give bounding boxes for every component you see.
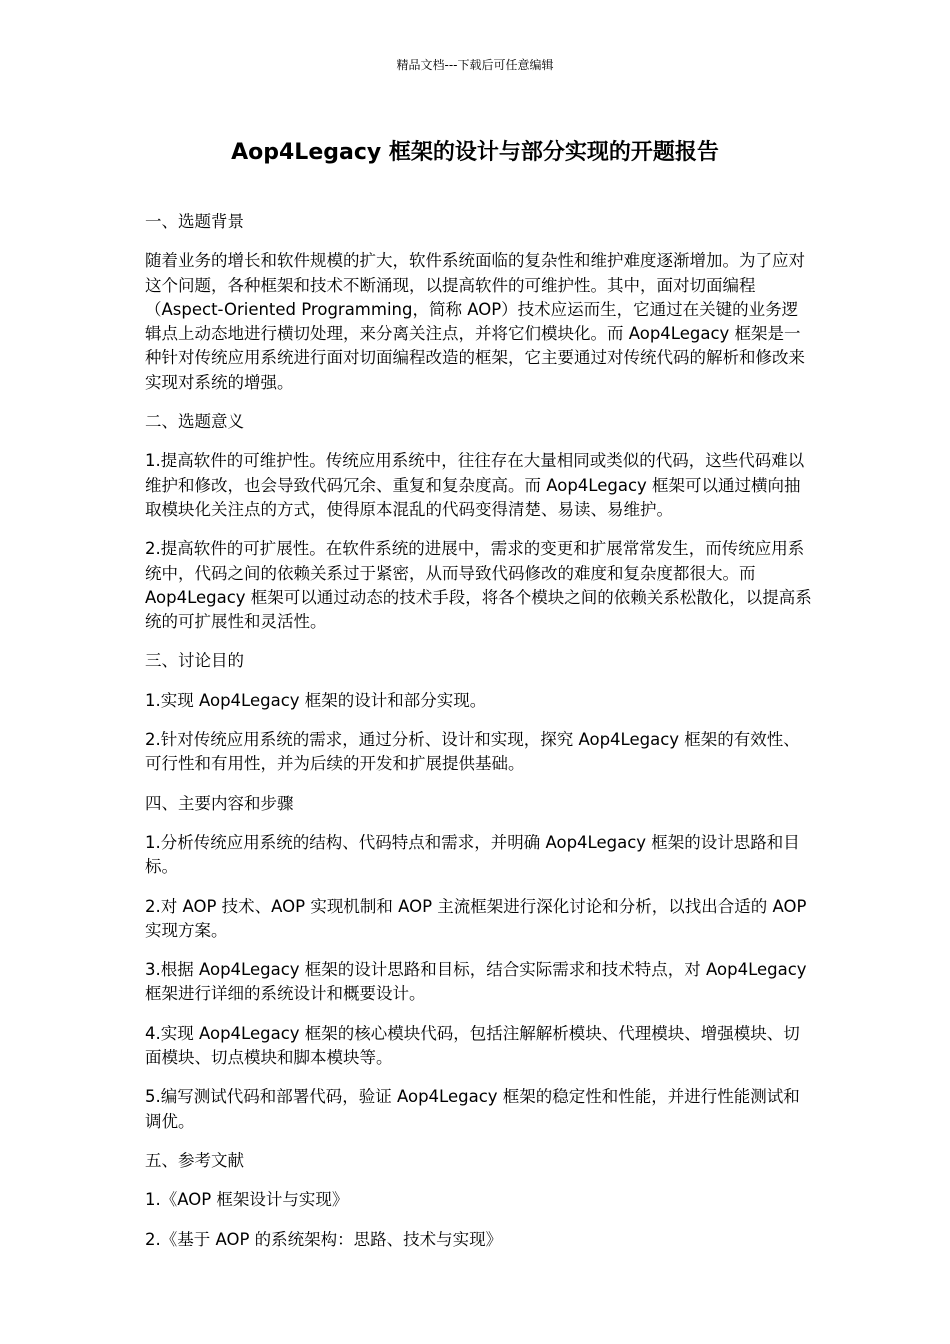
paragraph: 1.分析传统应用系统的结构、代码特点和需求，并明确 Aop4Legacy 框架的设计思路和目标。 xyxy=(145,832,800,877)
paragraph: 1.实现 Aop4Legacy 框架的设计和部分实现。 xyxy=(145,690,487,710)
paragraph: 1.提高软件的可维护性。传统应用系统中，往往存在大量相同或类似的代码，这些代码难以维护和修改，也会导致代码冗余、重复和复杂度高。而 Aop4Legacy 框架可以通过横向抽取模块化关注点的方式，使得原本混乱的代码变得清楚、易读、易维护。 xyxy=(145,451,805,519)
paragraph: 3.根据 Aop4Legacy 框架的设计思路和目标，结合实际需求和技术特点，对 Aop4Legacy 框架进行详细的系统设计和概要设计。 xyxy=(145,960,807,1004)
section-heading-significance: 二、选题意义 xyxy=(145,412,244,432)
document-title: Aop4Legacy 框架的设计与部分实现的开题报告 xyxy=(231,140,719,165)
paragraph: 随着业务的增长和软件规模的扩大，软件系统面临的复杂性和维护难度逐渐增加。为了应对这个问题，各种框架和技术不断涌现，以提高软件的可维护性。其中，面对切面编程（Aspect-Oriented Programming，简称 AOP）技术应运而生，它通过在关键的业务逻辑点上动态地进行横切处理，来分离关注点，并将它们模块化。而 Aop4Legacy 框架是一种针对传统应用系统进行面对切面编程改造的框架，它主要通过对传统代码的解析和修改来实现对系统的增强。 xyxy=(145,251,805,392)
paragraph: 2.针对传统应用系统的需求，通过分析、设计和实现，探究 Aop4Legacy 框架的有效性、可行性和有用性，并为后续的开发和扩展提供基础。 xyxy=(145,730,800,774)
document-body xyxy=(145,210,813,1267)
reference-item: 1.《AOP 框架设计与实现》 xyxy=(145,1190,349,1210)
header-note: 精品文档---下载后可任意编辑 xyxy=(396,58,554,72)
section-heading-references: 五、参考文献 xyxy=(145,1150,244,1170)
section-heading-purpose: 三、讨论目的 xyxy=(145,651,244,671)
paragraph: 4.实现 Aop4Legacy 框架的核心模块代码，包括注解解析模块、代理模块、增强模块、切面模块、切点模块和脚本模块等。 xyxy=(145,1023,800,1068)
reference-item: 2.《基于 AOP 的系统架构：思路、技术与实现》 xyxy=(145,1229,503,1249)
section-heading-background: 一、选题背景 xyxy=(145,212,244,231)
paragraph: 2.对 AOP 技术、AOP 实现机制和 AOP 主流框架进行深化讨论和分析，以找出合适的 AOP 实现方案。 xyxy=(145,896,807,940)
paragraph: 2.提高软件的可扩展性。在软件系统的进展中，需求的变更和扩展常常发生，而传统应用系统中，代码之间的依赖关系过于紧密，从而导致代码修改的难度和复杂度都很大。而 Aop4Legacy 框架可以通过动态的技术手段，将各个模块之间的依赖关系松散化，以提高系统的可扩展性和灵活性。 xyxy=(145,539,812,632)
paragraph: 5.编写测试代码和部署代码，验证 Aop4Legacy 框架的稳定性和性能，并进行性能测试和调优。 xyxy=(145,1087,800,1131)
section-heading-content-steps: 四、主要内容和步骤 xyxy=(145,793,294,813)
